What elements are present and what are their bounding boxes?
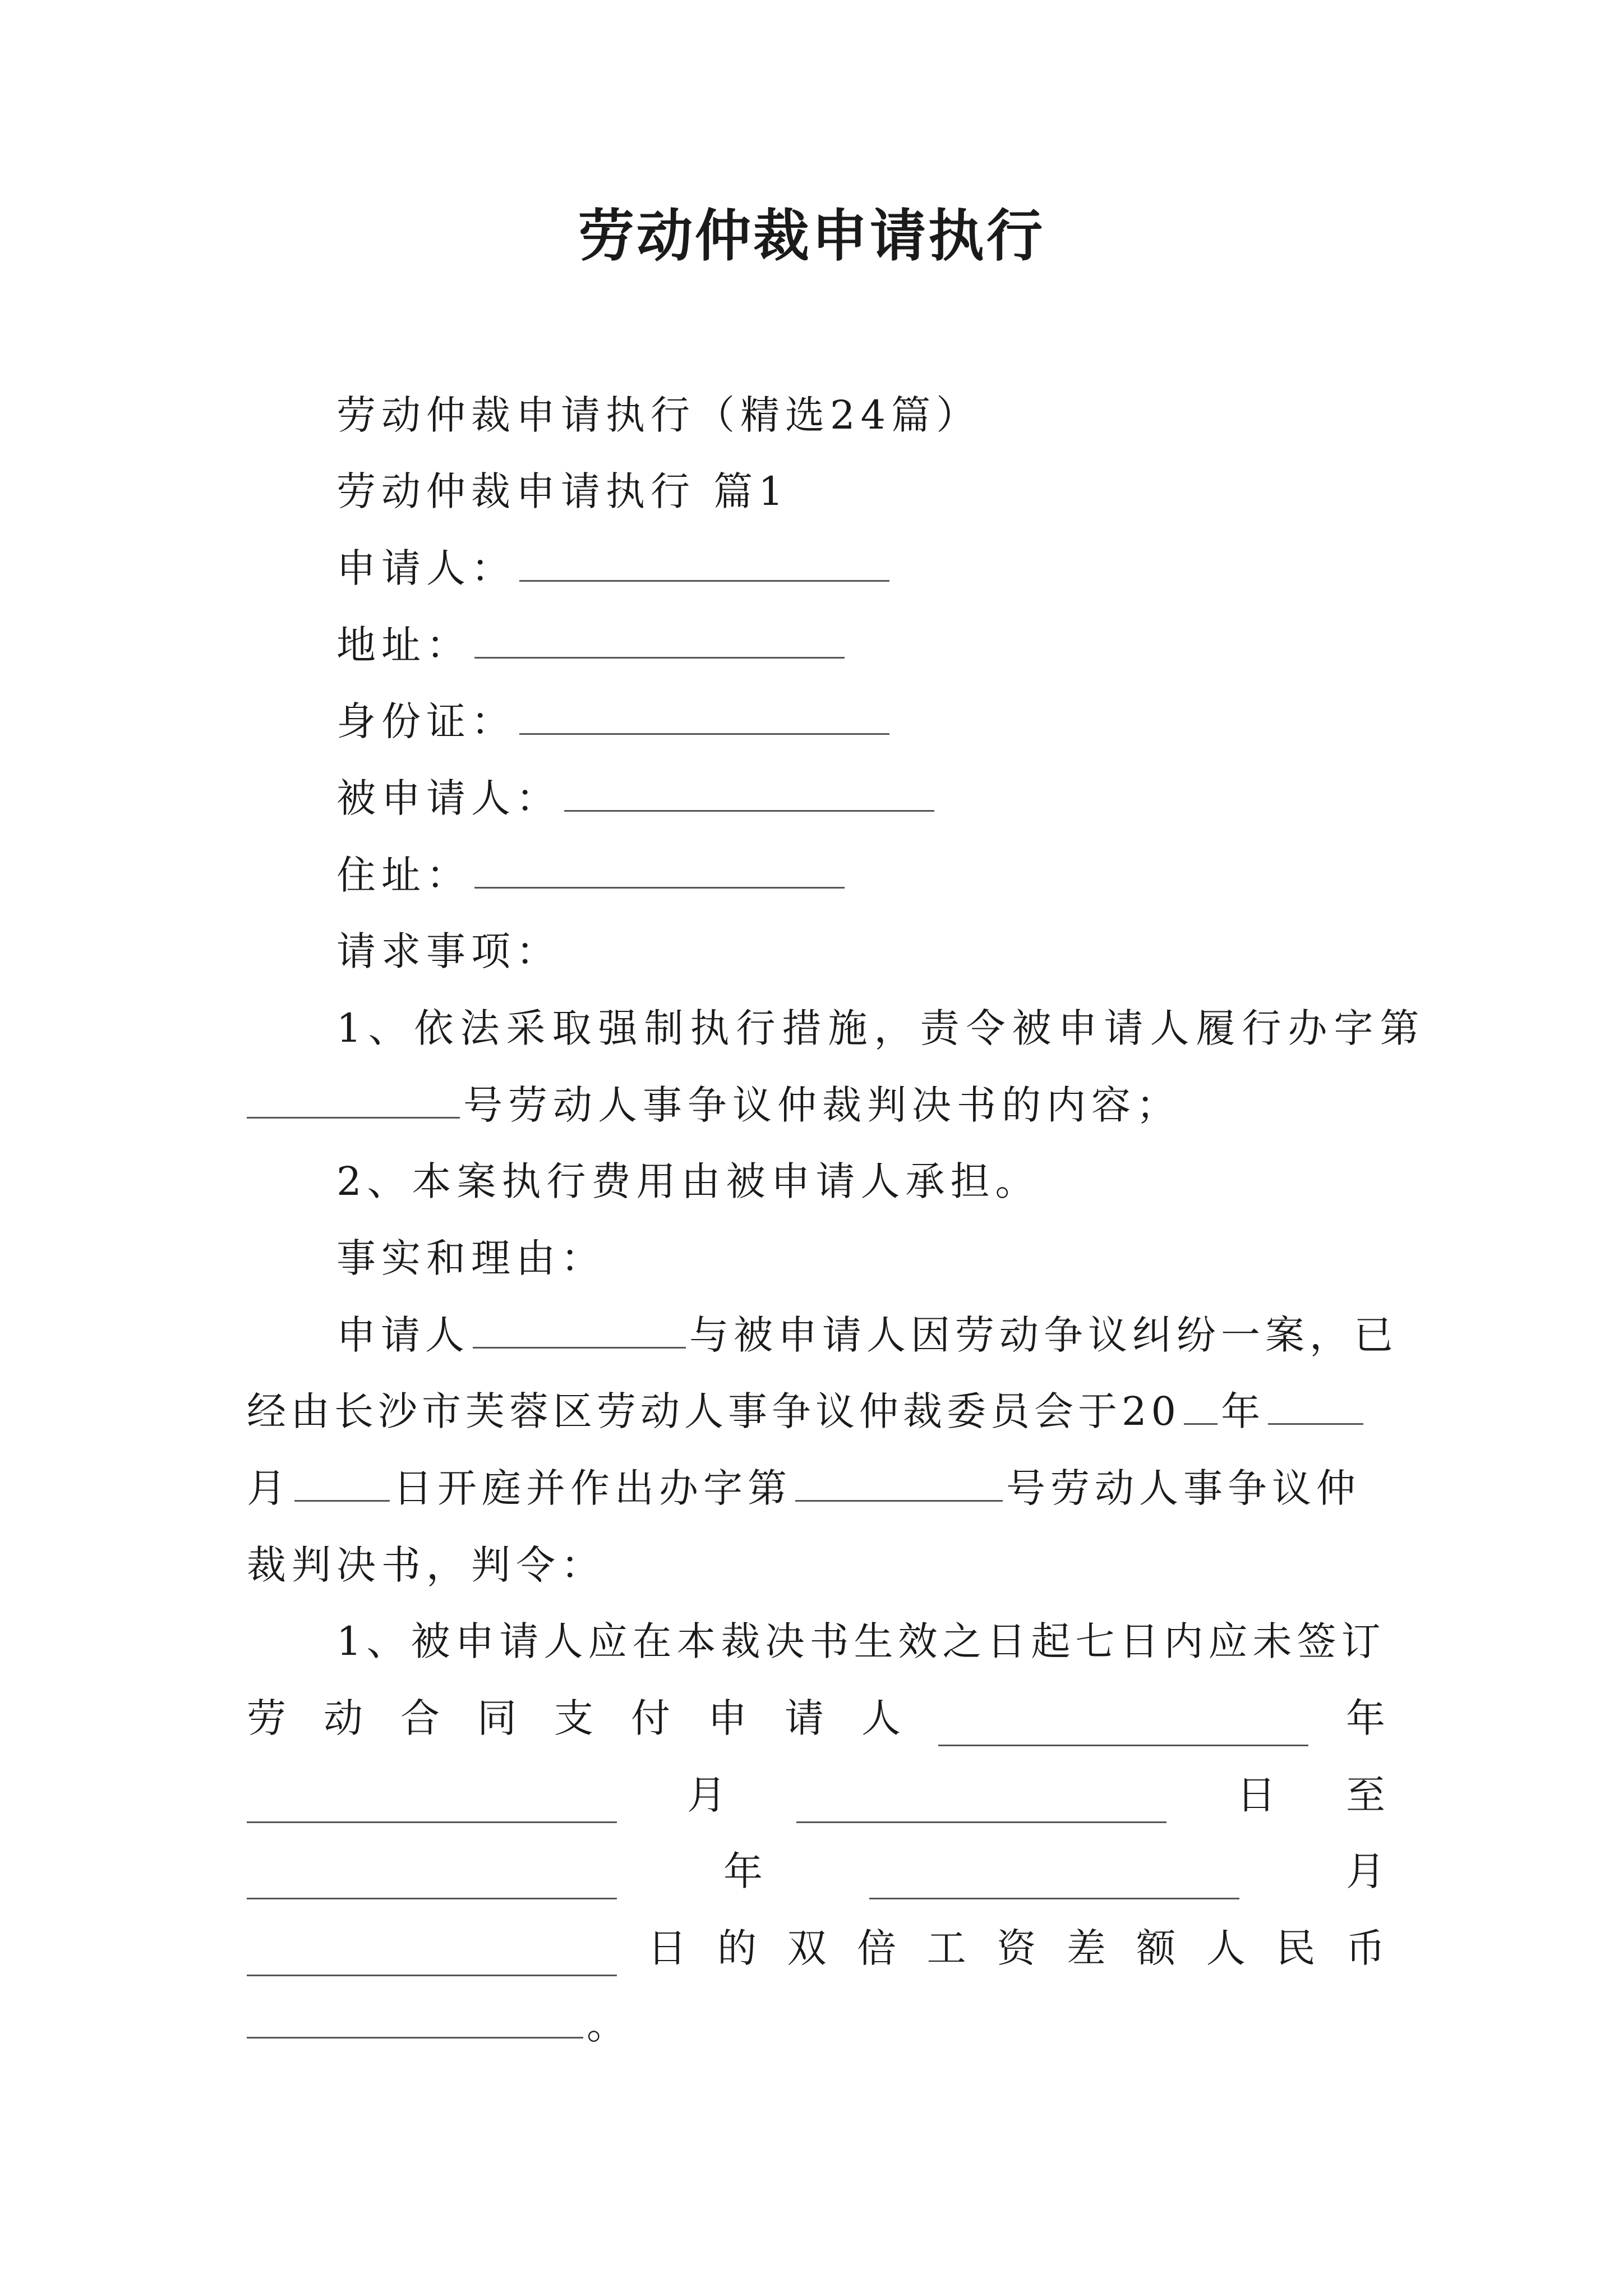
label-day-2: 日 [647,1925,687,1971]
period-mark: 。 [587,2002,631,2048]
ruling-number-blank [795,1466,1003,1502]
facts-line-1 [336,1307,1398,1363]
residence-label: 住址： [336,852,471,898]
applicant-name-blank [473,1313,686,1349]
char-b: 双 [787,1925,827,1971]
start-year-cont-blank [247,1788,617,1823]
char-g: 额 [1136,1925,1176,1971]
char-2: 动 [324,1695,363,1741]
char-e: 资 [997,1925,1036,1971]
ruling-1-line-6 [247,1997,631,2053]
facts-line-1-b: 与被申请人因劳动争议纠纷一案，已 [689,1312,1398,1358]
request-1-line-1: 1、依法采取强制执行措施，责令被申请人履行办字第 [336,1005,1426,1051]
year-digits-blank [1184,1389,1218,1425]
residence-blank [474,853,845,889]
request-1-line-2 [247,1077,1181,1133]
char-1: 劳 [247,1695,286,1741]
ruling-1-line-5 [247,1920,1385,1976]
char-d: 工 [926,1925,966,1971]
respondent-field [336,770,938,826]
applicant-blank [519,546,889,582]
char-7: 申 [708,1695,747,1741]
label-year: 年 [1346,1695,1385,1741]
char-8: 请 [785,1695,824,1741]
id-card-label: 身份证： [336,698,516,744]
subtitle: 劳动仲裁申请执行（精选24篇） [336,392,981,438]
char-a: 的 [717,1925,757,1971]
ruling-1-line-3 [247,1767,1385,1823]
ruling-1-line-1: 1、被申请人应在本裁决书生效之日起七日内应未签订 [336,1618,1386,1664]
facts-line-3-a: 月 [247,1465,291,1511]
address-blank [474,623,845,659]
label-day: 日 [1237,1772,1276,1818]
char-3: 合 [400,1695,440,1741]
ruling-1-line-4 [247,1843,1385,1899]
facts-line-4: 裁判决书，判令： [247,1542,606,1588]
facts-line-2 [247,1383,1367,1439]
applicant-label: 申请人： [336,545,516,591]
requests-heading: 请求事项： [336,928,561,974]
label-to: 至 [1346,1772,1385,1818]
request-1-line-2-text: 号劳动人事争议仲裁判决书的内容； [463,1082,1181,1128]
char-6: 付 [631,1695,670,1741]
facts-line-2-a: 经由长沙市芙蓉区劳动人事争议仲裁委员会于20 [247,1388,1181,1434]
char-5: 支 [554,1695,593,1741]
residence-field [336,847,848,903]
document-title: 劳动仲裁申请执行 [578,203,1045,269]
char-c: 倍 [857,1925,897,1971]
char-f: 差 [1066,1925,1106,1971]
day-blank-1 [294,1466,390,1502]
label-year-2: 年 [723,1848,763,1894]
case-number-blank [247,1083,460,1119]
end-month-blank [869,1864,1239,1899]
end-year-blank [247,1864,617,1899]
month-blank-1 [1268,1389,1363,1425]
id-card-field [336,693,893,749]
label-month: 月 [687,1772,726,1818]
start-year-blank [938,1711,1308,1746]
end-day-blank [247,1941,617,1976]
char-h: 人 [1206,1925,1246,1971]
start-month-blank [796,1788,1166,1823]
applicant-field [336,540,893,596]
char-4: 同 [477,1695,517,1741]
facts-line-2-b: 年 [1221,1388,1265,1434]
respondent-blank [564,776,934,812]
facts-line-3 [247,1460,1361,1516]
ruling-1-line-2 [247,1690,1385,1746]
address-field [336,617,848,673]
facts-line-3-c: 号劳动人事争议仲 [1006,1465,1361,1511]
address-label: 地址： [336,622,471,668]
facts-heading: 事实和理由： [336,1235,606,1281]
char-9: 人 [861,1695,901,1741]
request-2: 2、本案执行费用由被申请人承担。 [336,1158,1040,1204]
facts-line-1-a: 申请人 [336,1312,469,1358]
respondent-label: 被申请人： [336,775,561,821]
char-i: 民 [1276,1925,1316,1971]
amount-blank [247,2003,583,2039]
section-heading: 劳动仲裁申请执行 篇1 [336,468,789,514]
id-card-blank [519,700,889,735]
facts-line-3-b: 日开庭并作出办字第 [393,1465,792,1511]
char-j: 币 [1345,1925,1385,1971]
label-month-2: 月 [1346,1848,1385,1894]
